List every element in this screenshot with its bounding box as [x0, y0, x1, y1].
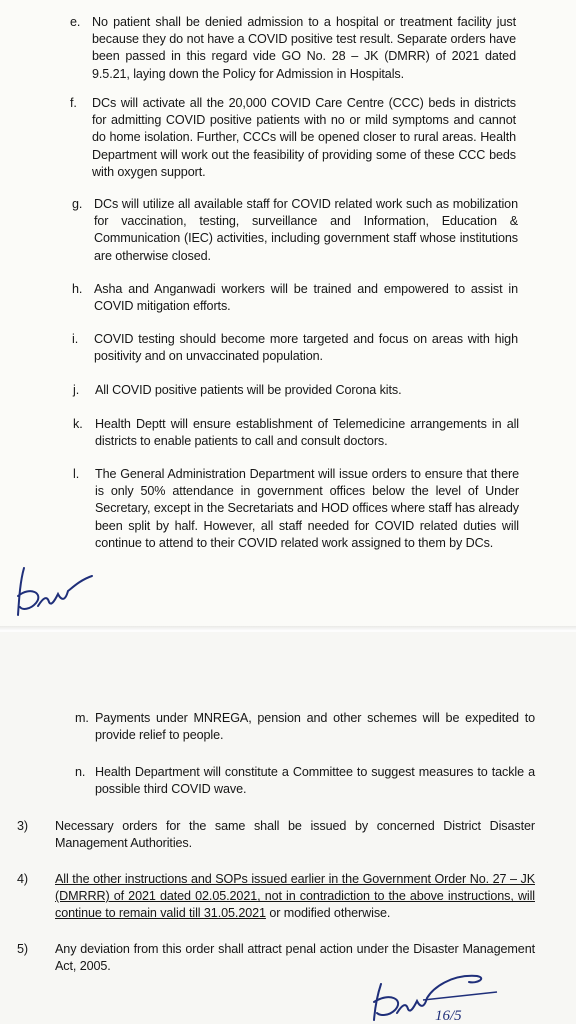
item-text: Health Deptt will ensure establishment of Telemedicine arrangements in all districts to enable patients to call and consult doctors. [95, 417, 519, 449]
item-text: No patient shall be denied admission to a hospital or treatment facility just because they do not have a COVID positive test result. Separate orders have been passed in this regard vide GO No. 28 – JK (DMRR) of 2021 dated 9.5.21, laying down the Policy for Admission in Hospitals. [92, 15, 516, 81]
list-item-j [73, 382, 519, 400]
item-marker: g. [72, 197, 83, 211]
item-text: All COVID positive patients will be provided Corona kits. [95, 383, 402, 397]
paragraph-tail: or modified otherwise. [265, 906, 391, 921]
paragraph-text [55, 871, 535, 923]
item-marker: n. [75, 765, 86, 779]
item-marker: e. [70, 15, 81, 29]
item-marker: m. [75, 711, 89, 725]
item-marker: l. [73, 467, 80, 481]
paragraph-4 [17, 871, 535, 925]
paragraph-text: Any deviation from this order shall attract penal action under the Disaster Management Act, 2005. [55, 942, 535, 974]
item-text: DCs will activate all the 20,000 COVID Care Centre (CCC) beds in districts for admitting COVID positive patients with no or mild symptoms and cannot do home isolation. Further, CCCs will be opened closer to rural areas. Health Department will work out the feasibility of providing some of these CCC beds with oxygen support. [92, 96, 516, 179]
item-marker: k. [73, 417, 83, 431]
item-text: COVID testing should become more targeted and focus on areas with high positivity and on unvaccinated population. [94, 332, 518, 364]
document-page-2 [0, 632, 576, 1024]
item-text: Payments under MNREGA, pension and other schemes will be expedited to provide relief to people. [95, 711, 535, 743]
item-text: Asha and Anganwadi workers will be trained and empowered to assist in COVID mitigation efforts. [94, 282, 518, 314]
item-text: The General Administration Department will issue orders to ensure that there is only 50% attendance in government offices below the level of Under Secretary, except in the Secretariats and HOD offices where staff has already been split by half. However, all staff needed for COVID related duties will continue to attend to their COVID related work assigned to them by DCs. [95, 467, 519, 550]
item-marker: i. [72, 332, 79, 346]
paragraph-text: Necessary orders for the same shall be issued by concerned District Disaster Management Authorities. [55, 819, 535, 851]
signature-date: 16/5 [435, 1008, 462, 1024]
underlined-text: All the other instructions and SOPs issued earlier in the Government Order No. 27 – JK (DMRRR) of 2021 dated 02.05.2021, not in contradiction to the above instructions, will continue to remain valid till 31.05.2021 [55, 872, 535, 921]
paragraph-number: 3) [17, 819, 28, 833]
item-text: Health Department will constitute a Committee to suggest measures to tackle a possible third COVID wave. [95, 765, 535, 797]
list-item-m [75, 710, 535, 746]
paragraph-3 [17, 818, 535, 854]
list-item-l [73, 466, 519, 572]
list-item-i [72, 331, 518, 367]
list-item-k [73, 416, 519, 452]
item-marker: f. [70, 96, 77, 110]
list-item-n [75, 764, 535, 800]
item-marker: j. [73, 383, 80, 397]
signature-initials [10, 560, 110, 622]
paragraph-number: 4) [17, 872, 28, 886]
item-text: DCs will utilize all available staff for COVID related work such as mobilization for vaccination, testing, surveillance and Information, Education & Communication (IEC) activities, including government staff whose institutions are otherwise closed. [94, 197, 518, 263]
list-item-e [70, 14, 516, 81]
item-marker: h. [72, 282, 83, 296]
list-item-g [72, 196, 518, 266]
paragraph-number: 5) [17, 942, 28, 956]
list-item-f [70, 95, 516, 183]
signature [365, 966, 515, 1024]
list-item-h [72, 281, 518, 317]
